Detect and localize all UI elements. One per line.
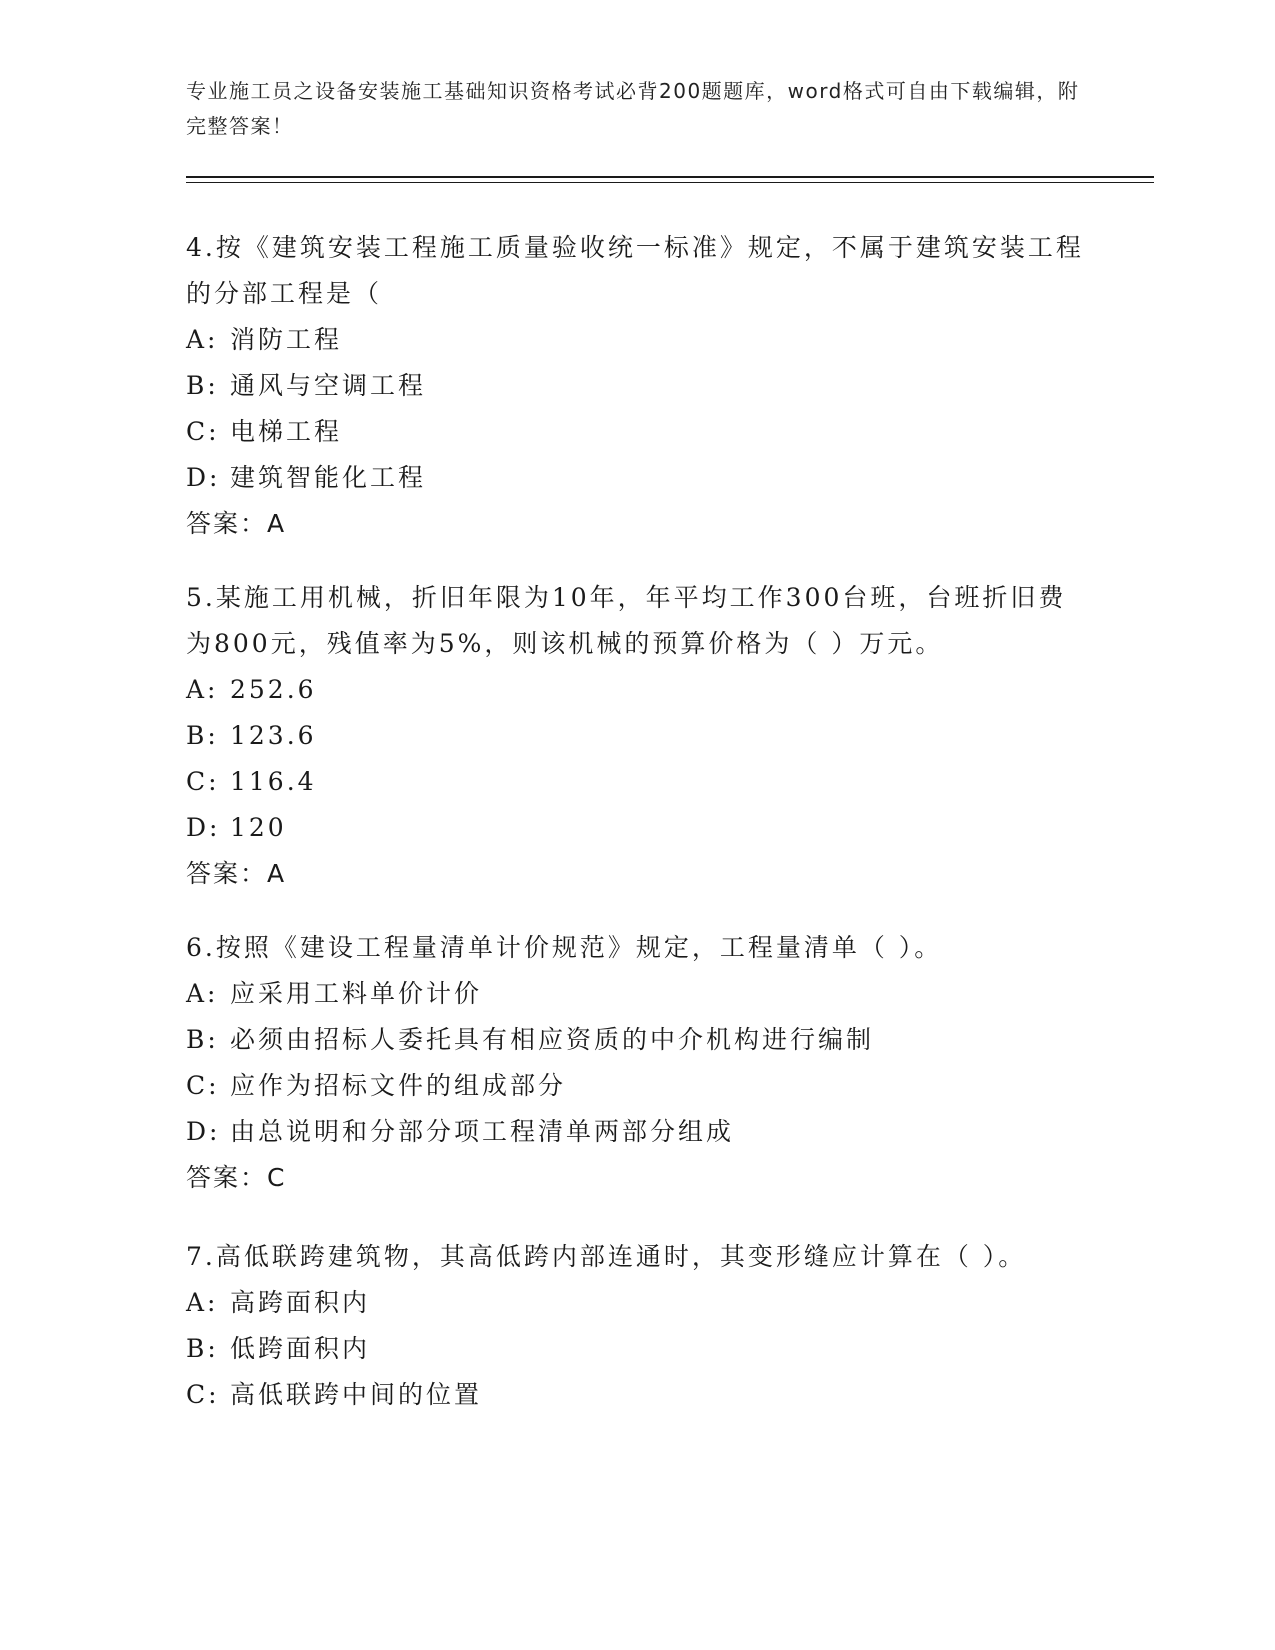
- option-d: [186, 1109, 1086, 1155]
- option-c: [186, 1063, 1086, 1109]
- option-text: 高跨面积内: [230, 1288, 371, 1317]
- option-text: 应作为招标文件的组成部分: [230, 1071, 567, 1100]
- option-b: [186, 713, 1086, 759]
- option-c: [186, 1372, 1086, 1418]
- option-key: D:: [186, 1117, 221, 1146]
- question-6: [186, 925, 1086, 1201]
- option-text: 通风与空调工程: [230, 371, 427, 400]
- question-4: [186, 225, 1086, 547]
- option-key: A:: [186, 1288, 219, 1317]
- answer-line: [186, 851, 1086, 897]
- option-key: C:: [186, 1380, 220, 1409]
- option-a: [186, 317, 1086, 363]
- option-c: [186, 759, 1086, 805]
- option-key: D:: [186, 463, 221, 492]
- option-key: B:: [186, 721, 219, 750]
- answer-label: 答案：: [186, 509, 268, 538]
- option-key: C:: [186, 1071, 220, 1100]
- option-a: [186, 971, 1086, 1017]
- option-key: A:: [186, 979, 219, 1008]
- option-b: [186, 1017, 1086, 1063]
- answer-value: C: [267, 1163, 286, 1192]
- question-stem: 4.按《建筑安装工程施工质量验收统一标准》规定，不属于建筑安装工程的分部工程是（: [186, 233, 1084, 308]
- option-text: 120: [230, 813, 287, 842]
- option-a: [186, 667, 1086, 713]
- option-text: 低跨面积内: [230, 1334, 371, 1363]
- question-7: [186, 1234, 1086, 1418]
- option-c: [186, 409, 1086, 455]
- option-text: 必须由招标人委托具有相应资质的中介机构进行编制: [230, 1025, 875, 1054]
- option-key: B:: [186, 1025, 219, 1054]
- option-b: [186, 1326, 1086, 1372]
- option-key: A:: [186, 325, 219, 354]
- document-header: 专业施工员之设备安装施工基础知识资格考试必背200题题库，word格式可自由下载编辑，附完整答案！: [186, 79, 1080, 138]
- option-d: [186, 805, 1086, 851]
- answer-line: [186, 501, 1086, 547]
- option-text: 电梯工程: [230, 417, 343, 446]
- option-key: C:: [186, 767, 220, 796]
- option-text: 应采用工料单价计价: [230, 979, 483, 1008]
- option-text: 高低联跨中间的位置: [230, 1380, 483, 1409]
- option-key: A:: [186, 675, 219, 704]
- answer-label: 答案：: [186, 859, 268, 888]
- option-key: C:: [186, 417, 220, 446]
- option-key: B:: [186, 371, 219, 400]
- option-d: [186, 455, 1086, 501]
- question-stem: 6.按照《建设工程量清单计价规范》规定，工程量清单（ ）。: [186, 933, 943, 962]
- option-key: D:: [186, 813, 221, 842]
- question-stem: 5.某施工用机械，折旧年限为10年，年平均工作300台班，台班折旧费为800元，残值率为5%，则该机械的预算价格为（ ）万元。: [186, 583, 1067, 658]
- question-stem: 7.高低联跨建筑物，其高低跨内部连通时，其变形缝应计算在（ ）。: [186, 1242, 1027, 1271]
- answer-value: A: [267, 509, 286, 538]
- header-rule-thin: [186, 182, 1154, 183]
- option-text: 123.6: [230, 721, 317, 750]
- option-text: 由总说明和分部分项工程清单两部分组成: [230, 1117, 735, 1146]
- option-b: [186, 363, 1086, 409]
- answer-value: A: [267, 859, 286, 888]
- answer-label: 答案：: [186, 1163, 268, 1192]
- option-key: B:: [186, 1334, 219, 1363]
- header-rule-thick: [186, 176, 1154, 178]
- option-text: 建筑智能化工程: [230, 463, 427, 492]
- option-text: 116.4: [230, 767, 317, 796]
- answer-line: [186, 1155, 1086, 1201]
- question-5: [186, 575, 1086, 897]
- option-text: 消防工程: [230, 325, 343, 354]
- option-text: 252.6: [230, 675, 317, 704]
- option-a: [186, 1280, 1086, 1326]
